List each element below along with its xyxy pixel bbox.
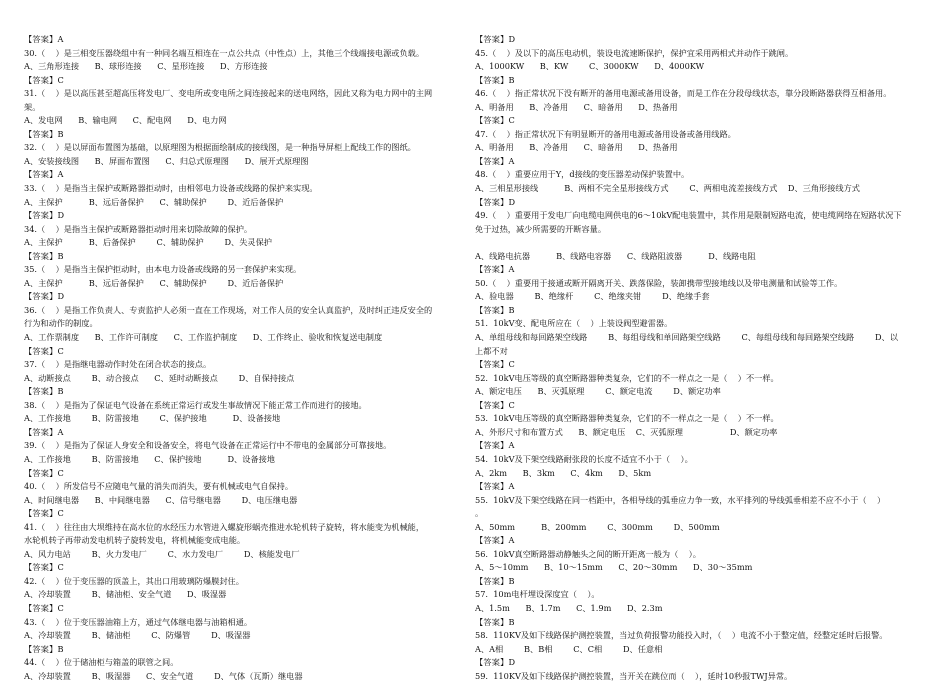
answer-line: 【答案】A	[24, 426, 64, 437]
question-line: 55. 10kV及下架空线路在同一档距中，各相导线的弧垂应力争一致，水平排列的导线弧垂相差不应不小于（ ）	[475, 494, 886, 505]
question-line: 免于过热，减少所需要的开断容量。	[475, 223, 607, 234]
answer-line: 【答案】D	[475, 196, 516, 207]
options-line: A、动断接点 B、动合接点 C、延时动断接点 D、自保持接点	[24, 372, 295, 383]
question-line: 45.（ ）及以下的高压电动机，装设电流速断保护，保护宜采用两相式并动作于跳闸。	[475, 47, 794, 58]
options-line: A、主保护 B、远后备保护 C、辅助保护 D、近后备保护	[24, 277, 284, 288]
question-line: 34.（ ）是指当主保护或断路器拒动时用来切除故障的保护。	[24, 223, 253, 234]
question-line: 39.（ ）是指为了保证人身安全和设备安全，将电气设备在正常运行中不带电的金属部分可靠接地。	[24, 440, 392, 451]
answer-line: 【答案】B	[475, 575, 515, 586]
question-line: 44.（ ）位于储油柜与箱盖的联管之间。	[24, 657, 179, 668]
answer-line: 【答案】A	[475, 440, 515, 451]
question-line: 37.（ ）是指继电器动作时处在闭合状态的接点。	[24, 359, 212, 370]
options-line: A、时间继电器 B、中间继电器 C、信号继电器 D、电压继电器	[24, 494, 298, 505]
answer-line: 【答案】C	[24, 562, 65, 573]
question-line: 架。	[24, 101, 41, 112]
question-line: 35.（ ）是指当主保护拒动时，由本电力设备或线路的另一套保护来实现。	[24, 264, 302, 275]
options-line: A、三相星形接线 B、两相不完全星形接线方式 C、两相电流差接线方式 D、三角形接线方式	[475, 183, 860, 194]
answer-line: 【答案】B	[475, 304, 515, 315]
answer-line: 【答案】A	[24, 34, 64, 44]
options-line: A、线路电抗器 B、线路电容器 C、线路阻波器 D、线路电阻	[475, 250, 756, 261]
question-line: 48.（ ）重要应用于Y，d接线的变压器差动保护装置中。	[475, 169, 690, 180]
answer-line: 【答案】C	[475, 399, 516, 410]
question-line: 51. 10kV变、配电所应在（ ）上装设阀型避雷器。	[475, 318, 673, 329]
question-line: 水轮机转子再带动发电机转子旋转发电，将机械能变成电能。	[24, 535, 246, 546]
answer-line: 【答案】A	[475, 481, 515, 492]
answer-line: 【答案】B	[475, 74, 515, 85]
options-line: A、5～10mm B、10～15mm C、20～30mm D、30～35mm	[475, 562, 753, 573]
options-line: A、三角形连接 B、球形连接 C、星形连接 D、方形连接	[24, 61, 268, 72]
right-column	[475, 33, 925, 683]
answer-line: 【答案】D	[475, 34, 516, 44]
options-line: A、1000KW B、KW C、3000KW D、4000KW	[475, 61, 705, 72]
question-line: 58. 110KV及如下线路保护测控装置，当过负荷报警功能投入时，（ ）电流不小于整定值，经整定延时后报警。	[475, 630, 888, 641]
options-line: A、冷却装置 B、储油柜 C、防爆管 D、吸湿器	[24, 630, 251, 641]
answer-line: 【答案】A	[475, 535, 515, 546]
options-line: A、50mm B、200mm C、300mm D、500mm	[475, 521, 720, 532]
answer-line: 【答案】B	[24, 643, 64, 654]
question-line: 31.（ ）是以高压甚至超高压将发电厂、变电所或变电所之间连接起来的送电网络，因此又称为电力网中的主网	[24, 88, 433, 99]
question-line: 50.（ ）重要用于接通或断开隔离开关、跌落保险，装卸携带型接地线以及带电测量和试验等工作。	[475, 277, 843, 288]
question-line: 。	[475, 508, 484, 519]
answer-line: 【答案】D	[24, 291, 65, 302]
question-line: 36.（ ）是指工作负责人、专责监护人必须一直在工作现场，对工作人员的安全认真监护，及时纠正违反安全的	[24, 304, 433, 315]
options-line: A、冷却装置 B、储油柜、安全气道 D、吸湿器	[24, 589, 227, 600]
options-line: A、外形尺寸和布置方式 B、额定电压 C、灭弧原理 D、额定功率	[475, 426, 778, 437]
answer-line: 【答案】B	[24, 250, 64, 261]
question-line: 42.（ ）位于变压器的顶盖上，其出口用玻璃防爆膜封住。	[24, 575, 244, 586]
options-line: A、工作票制度 B、工作许可制度 C、工作监护制度 D、工作终止、验收和恢复送电制度	[24, 332, 383, 343]
options-line: A、额定电压 B、灭弧原理 C、额定电流 D、额定功率	[475, 386, 721, 397]
options-line: A、主保护 B、远后备保护 C、辅助保护 D、近后备保护	[24, 196, 284, 207]
options-line: A、主保护 B、后备保护 C、辅助保护 D、失灵保护	[24, 237, 272, 248]
options-line: A、发电网 B、输电网 C、配电网 D、电力网	[24, 115, 227, 126]
question-line: 行为和动作的制度。	[24, 318, 98, 329]
question-line: 43.（ ）位于变压器油箱上方，通过气体继电器与油箱相通。	[24, 616, 253, 627]
answer-line: 【答案】C	[24, 602, 65, 613]
question-line: 38.（ ）是指为了保证电气设备在系统正常运行或发生事故情况下能正常工作而进行的接地。	[24, 399, 367, 410]
answer-line: 【答案】C	[24, 508, 65, 519]
options-line: A、工作接地 B、防雷接地 C、保护接地 D、设备接地	[24, 453, 275, 464]
left-column	[24, 33, 444, 683]
options-line: A、验电器 B、绝缘杆 C、绝缘夹钳 D、绝缘手套	[475, 291, 710, 302]
answer-line: 【答案】A	[475, 264, 515, 275]
question-line: 32.（ ）是以屏面布置图为基础，以原理图为根据面绘制成的接线图，是一种指导屏柜上配线工作的图纸。	[24, 142, 416, 153]
question-line	[475, 236, 925, 250]
question-line: 47.（ ）指正常状况下有明显断开的备用电源或备用设备或备用线路。	[475, 128, 736, 139]
question-line: 40.（ ）所发信号不应随电气量的消失而消失，要有机械或电气自保持。	[24, 481, 294, 492]
options-line: A、单组母线和每回路架空线路 B、每组母线和单回路架空线路 C、每组母线和每回路架空线路 D、以	[475, 332, 898, 343]
question-line: 30.（ ）是三相变压器绕组中有一种同名端互相连在一点公共点（中性点）上，其他三个线端接电源或负载。	[24, 47, 425, 58]
answer-line: 【答案】C	[24, 467, 65, 478]
answer-line: 【答案】A	[24, 169, 64, 180]
answer-line: 【答案】D	[24, 210, 65, 221]
options-line: A、1.5m B、1.7m C、1.9m D、2.3m	[475, 602, 663, 613]
options-line: A、2km B、3km C、4km D、5km	[475, 467, 652, 478]
options-line: A、明备用 B、冷备用 C、暗备用 D、热备用	[475, 142, 678, 153]
answer-line: 【答案】B	[24, 128, 64, 139]
question-line: 53. 10kV电压等级的真空断路器种类复杂，它们的不一样点之一是（ ）不一样。	[475, 413, 779, 424]
options-line: A、A相 B、B相 C、C相 D、任意相	[475, 643, 663, 654]
question-line: 59. 110KV及如下线路保护测控装置，当开关在跳位而（ ），延时10秒报TWJ异常。	[475, 670, 793, 681]
answer-line: 【答案】C	[475, 359, 516, 370]
question-line: 41.（ ）往往由大坝维持在高水位的水经压力水管进入螺旋形蜗壳推进水轮机转子旋转，将水能变为机械能，	[24, 521, 425, 532]
options-line: A、风力电站 B、火力发电厂 C、水力发电厂 D、核能发电厂	[24, 548, 300, 559]
options-line: A、安装接线图 B、屏面布置图 C、归总式原理图 D、展开式原理图	[24, 155, 309, 166]
question-line: 54. 10kV及下架空线路耐张段的长度不适宜不小于（ ）。	[475, 453, 693, 464]
question-line: 57. 10m电杆埋设深度宜（ ）。	[475, 589, 600, 600]
question-line: 56. 10kV真空断路器动静触头之间的断开距离一般为（ ）。	[475, 548, 701, 559]
options-line: A、明备用 B、冷备用 C、暗备用 D、热备用	[475, 101, 678, 112]
answer-line: 【答案】B	[24, 386, 64, 397]
options-line: A、冷却装置 B、吸湿器 C、安全气道 D、气体（瓦斯）继电器	[24, 670, 303, 681]
question-line: 49.（ ）重要用于发电厂向电缆电网供电的6～10kV配电装置中，其作用是限制短路电流，使电缆网络在短路状况下	[475, 210, 902, 221]
answer-line: 【答案】C	[475, 115, 516, 126]
options-line: A、工作接地 B、防雷接地 C、保护接地 D、设备接地	[24, 413, 281, 424]
question-line: 52. 10kV电压等级的真空断路器种类复杂，它们的不一样点之一是（ ）不一样。	[475, 372, 779, 383]
answer-line: 【答案】C	[24, 345, 65, 356]
question-line: 上都不对	[475, 345, 508, 356]
answer-line: 【答案】B	[475, 616, 515, 627]
answer-line: 【答案】A	[475, 155, 515, 166]
question-line: 46.（ ）指正常状况下没有断开的备用电源或备用设备，而是工作在分段母线状态，靠分段断路器获得互相备用。	[475, 88, 892, 99]
question-line: 33.（ ）是指当主保护或断路器拒动时，由相邻电力设备或线路的保护来实现。	[24, 183, 318, 194]
answer-line: 【答案】C	[24, 74, 65, 85]
answer-line: 【答案】D	[475, 657, 516, 668]
